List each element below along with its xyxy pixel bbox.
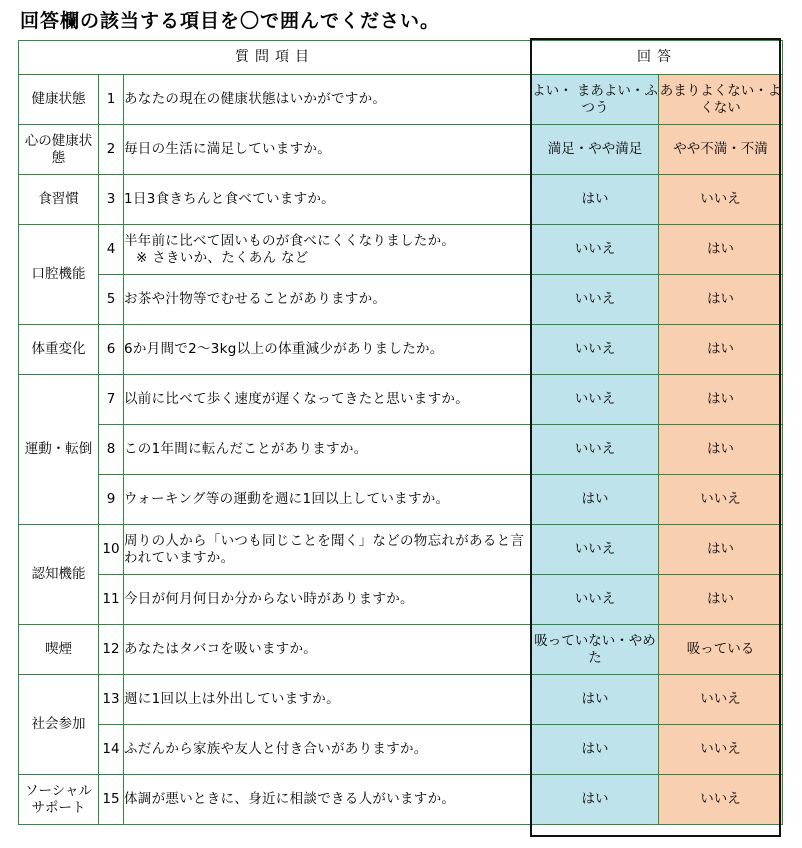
- answer-option-bad[interactable]: やや不満・不満: [659, 125, 783, 175]
- answer-option-good[interactable]: はい: [532, 675, 659, 725]
- question-number: 2: [99, 125, 124, 175]
- table-row: [19, 475, 783, 525]
- category-cell: ソーシャルサポート: [19, 775, 99, 825]
- answer-option-good[interactable]: 満足・やや満足: [532, 125, 659, 175]
- table-row: [19, 325, 783, 375]
- answer-option-good[interactable]: いいえ: [532, 225, 659, 275]
- question-note: ※ さきいか、たくあん など: [136, 249, 309, 266]
- answer-option-good[interactable]: いいえ: [532, 375, 659, 425]
- category-cell: 喫煙: [19, 625, 99, 675]
- question-number: 14: [99, 725, 124, 775]
- question-number: 11: [99, 575, 124, 625]
- question-number: 3: [99, 175, 124, 225]
- table-row: [19, 675, 783, 725]
- table-row: [19, 525, 783, 575]
- question-text: 周りの人から「いつも同じことを聞く」などの物忘れがあると言われていますか。: [124, 525, 532, 575]
- question-main-text: 半年前に比べて固いものが食べにくくなりましたか。: [124, 232, 456, 249]
- answer-option-good[interactable]: いいえ: [532, 325, 659, 375]
- question-number: 5: [99, 275, 124, 325]
- question-text: ウォーキング等の運動を週に1回以上していますか。: [124, 475, 532, 525]
- question-text: 以前に比べて歩く速度が遅くなってきたと思いますか。: [124, 375, 532, 425]
- answer-option-bad[interactable]: はい: [659, 425, 783, 475]
- header-answer: 回答: [532, 41, 783, 75]
- questionnaire-table: [18, 40, 783, 825]
- question-number: 12: [99, 625, 124, 675]
- answer-option-bad[interactable]: いいえ: [659, 675, 783, 725]
- question-number: 15: [99, 775, 124, 825]
- table-row: [19, 75, 783, 125]
- header-questions: 質問項目: [19, 41, 532, 75]
- question-text: お茶や汁物等でむせることがありますか。: [124, 275, 532, 325]
- answer-option-good[interactable]: 吸っていない・やめた: [532, 625, 659, 675]
- answer-option-good[interactable]: いいえ: [532, 275, 659, 325]
- question-number: 7: [99, 375, 124, 425]
- question-number: 1: [99, 75, 124, 125]
- answer-option-good[interactable]: よい・ まあよい・ふつう: [532, 75, 659, 125]
- answer-option-bad[interactable]: いいえ: [659, 475, 783, 525]
- question-number: 10: [99, 525, 124, 575]
- table-row: [19, 225, 783, 275]
- answer-option-bad[interactable]: いいえ: [659, 175, 783, 225]
- answer-option-good[interactable]: はい: [532, 475, 659, 525]
- table-row: [19, 775, 783, 825]
- answer-option-good[interactable]: いいえ: [532, 575, 659, 625]
- answer-option-good[interactable]: はい: [532, 775, 659, 825]
- table-row: [19, 575, 783, 625]
- answer-option-bad[interactable]: はい: [659, 275, 783, 325]
- answer-option-bad[interactable]: はい: [659, 325, 783, 375]
- answer-option-bad[interactable]: いいえ: [659, 775, 783, 825]
- question-text: ふだんから家族や友人と付き合いがありますか。: [124, 725, 532, 775]
- question-text: 6か月間で2～3kg以上の体重減少がありましたか。: [124, 325, 532, 375]
- page-title: 回答欄の該当する項目を〇で囲んでください。: [20, 10, 441, 32]
- table-row: [19, 375, 783, 425]
- question-text: 週に1回以上は外出していますか。: [124, 675, 532, 725]
- category-cell: 健康状態: [19, 75, 99, 125]
- question-number: 8: [99, 425, 124, 475]
- answer-option-good[interactable]: はい: [532, 175, 659, 225]
- question-number: 6: [99, 325, 124, 375]
- question-text: あなたの現在の健康状態はいかがですか。: [124, 75, 532, 125]
- category-cell: 食習慣: [19, 175, 99, 225]
- answer-option-bad[interactable]: はい: [659, 575, 783, 625]
- question-text: 今日が何月何日か分からない時がありますか。: [124, 575, 532, 625]
- answer-option-bad[interactable]: はい: [659, 525, 783, 575]
- answer-option-bad[interactable]: はい: [659, 225, 783, 275]
- question-text: [124, 225, 532, 275]
- category-cell: 運動・転倒: [19, 375, 99, 525]
- question-text: あなたはタバコを吸いますか。: [124, 625, 532, 675]
- category-cell: 心の健康状態: [19, 125, 99, 175]
- question-text: この1年間に転んだことがありますか。: [124, 425, 532, 475]
- category-cell: 体重変化: [19, 325, 99, 375]
- answer-option-good[interactable]: いいえ: [532, 425, 659, 475]
- table-row: [19, 275, 783, 325]
- question-text: 体調が悪いときに、身近に相談できる人がいますか。: [124, 775, 532, 825]
- answer-option-bad[interactable]: 吸っている: [659, 625, 783, 675]
- answer-option-good[interactable]: はい: [532, 725, 659, 775]
- table-row: [19, 425, 783, 475]
- question-number: 13: [99, 675, 124, 725]
- question-text: 毎日の生活に満足していますか。: [124, 125, 532, 175]
- answer-option-good[interactable]: いいえ: [532, 525, 659, 575]
- answer-option-bad[interactable]: はい: [659, 375, 783, 425]
- answer-option-bad[interactable]: あまりよくない・よくない: [659, 75, 783, 125]
- answer-option-bad[interactable]: いいえ: [659, 725, 783, 775]
- category-cell: 口腔機能: [19, 225, 99, 325]
- category-cell: 社会参加: [19, 675, 99, 775]
- question-number: 9: [99, 475, 124, 525]
- table-row: [19, 175, 783, 225]
- table-row: [19, 625, 783, 675]
- table-row: [19, 725, 783, 775]
- question-number: 4: [99, 225, 124, 275]
- table-header-row: [19, 41, 783, 75]
- category-cell: 認知機能: [19, 525, 99, 625]
- question-text: 1日3食きちんと食べていますか。: [124, 175, 532, 225]
- table-row: [19, 125, 783, 175]
